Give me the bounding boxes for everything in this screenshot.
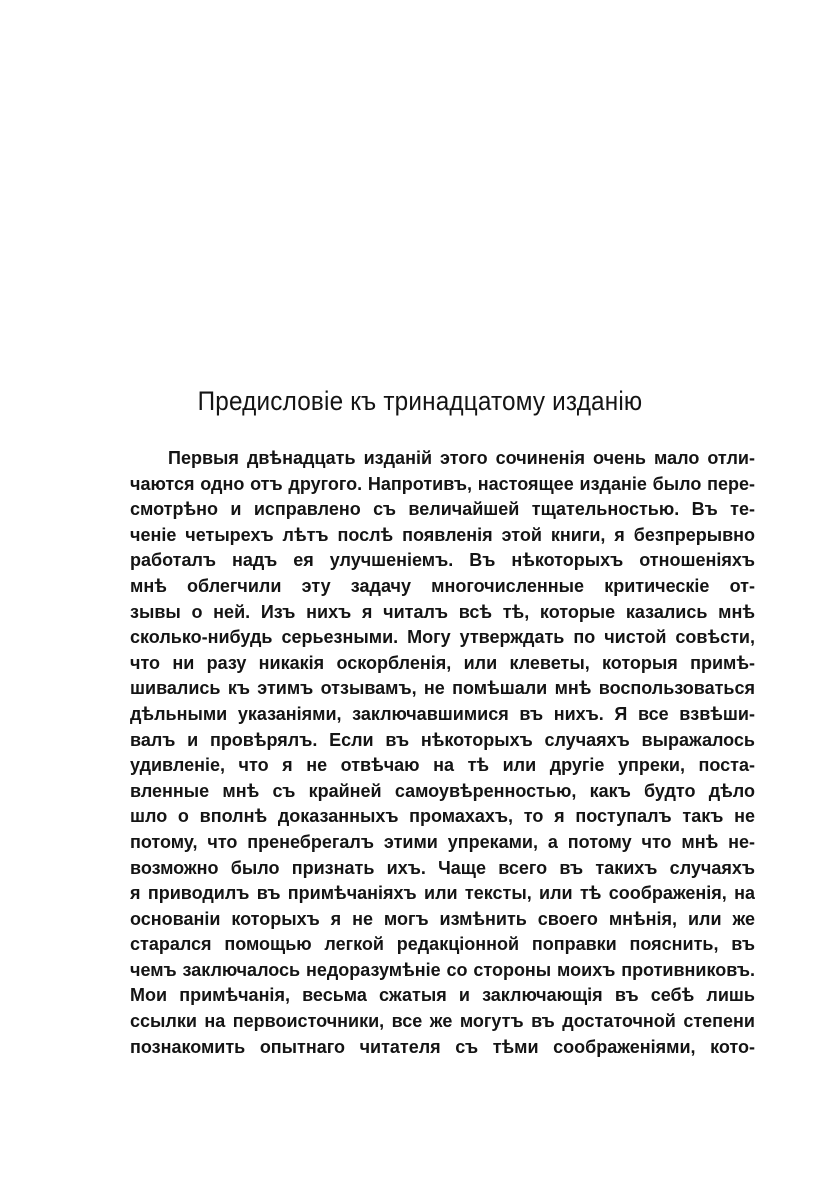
text-line: ченіе четырехъ лѣтъ послѣ появленія этой книги, я безпрерывно	[130, 524, 755, 545]
text-line: Первыя двѣнадцать изданій этого сочиненія очень мало отли-	[168, 448, 755, 468]
text-line: шло о вполнѣ доказанныхъ промахахъ, то я поступалъ такъ не	[130, 806, 755, 827]
text-line: познакомить опытнаго читателя съ тѣми соображеніями, кото-	[130, 1036, 755, 1057]
text-line: Мои примѣчанія, весьма сжатыя и заключающія въ себѣ лишь	[130, 985, 755, 1006]
text-line: я приводилъ въ примѣчаніяхъ или тексты, или тѣ соображенія, на	[130, 883, 755, 904]
text-line: дѣльными указаніями, заключавшимися въ нихъ. Я все взвѣши-	[130, 703, 755, 724]
text-line: чаются одно отъ другого. Напротивъ, настоящее изданіе было пере-	[130, 473, 755, 494]
text-line: основаніи которыхъ я не могъ измѣнить своего мнѣнія, или же	[130, 908, 755, 929]
text-line: зывы о ней. Изъ нихъ я читалъ всѣ тѣ, которые казались мнѣ	[130, 601, 755, 622]
text-line: удивленіе, что я не отвѣчаю на тѣ или другіе упреки, поста-	[130, 755, 755, 776]
text-line: возможно было признать ихъ. Чаще всего въ такихъ случаяхъ	[130, 857, 755, 878]
text-line: мнѣ облегчили эту задачу многочисленные критическіе от-	[130, 575, 755, 596]
text-line: что ни разу никакія оскорбленія, или клеветы, которыя примѣ-	[130, 652, 755, 673]
text-line: шивались къ этимъ отзывамъ, не помѣшали мнѣ воспользоваться	[130, 678, 755, 699]
text-line: валъ и провѣрялъ. Если въ нѣкоторыхъ случаяхъ выражалось	[130, 729, 755, 750]
text-line: чемъ заключалось недоразумѣніе со стороны моихъ противниковъ.	[130, 959, 755, 980]
text-line: сколько-нибудь серьезными. Могу утверждать по чистой совѣсти,	[130, 627, 755, 648]
preface-title: Предисловіе къ тринадцатому изданію	[197, 386, 643, 416]
text-line: вленные мнѣ съ крайней самоувѣренностью, какъ будто дѣло	[130, 780, 755, 801]
text-line: смотрѣно и исправлено съ величайшей тщательностью. Въ те-	[130, 499, 755, 520]
text-line: работалъ надъ ея улучшеніемъ. Въ нѣкоторыхъ отношеніяхъ	[130, 550, 755, 571]
text-line: потому, что пренебрегалъ этими упреками, а потому что мнѣ не-	[130, 831, 755, 852]
text-line: старался помощью легкой редакціонной поправки пояснить, въ	[130, 934, 755, 955]
preface-body	[130, 446, 755, 1060]
text-line: ссылки на первоисточники, все же могутъ въ достаточной степени	[130, 1011, 755, 1032]
